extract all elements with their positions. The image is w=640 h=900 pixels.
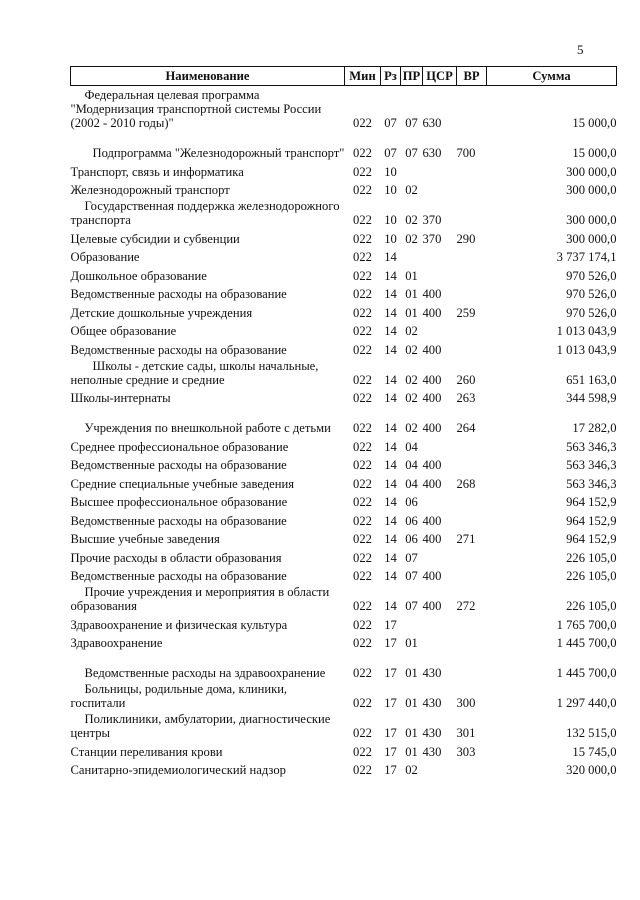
cell-name: Учреждения по внешкольной работе с детьми <box>84 421 331 435</box>
cell-name: Школы-интернаты <box>70 391 171 405</box>
cell-sum: 300 000,0 <box>566 164 617 179</box>
cell-name: Средние специальные учебные заведения <box>70 476 295 491</box>
table-row <box>71 546 617 565</box>
cell-min: 022 <box>353 342 372 357</box>
cell-name: Среднее профессиональное образование <box>70 439 289 454</box>
cell-vr: 301 <box>456 726 476 740</box>
cell-name: Государственная поддержка железнодорожного транспорта <box>70 199 340 227</box>
cell-name: Ведомственные расходы на образование <box>70 287 287 301</box>
cell-sum: 970 526,0 <box>566 268 617 283</box>
cell-name: Железнодорожный транспорт <box>70 183 230 197</box>
cell-rz: 10 <box>384 183 397 197</box>
cell-rz: 14 <box>384 513 397 528</box>
cell-min: 022 <box>353 250 372 264</box>
cell-name: Дошкольное образование <box>70 268 207 283</box>
cell-csr: 400 <box>422 476 442 491</box>
cell-pr <box>401 160 423 179</box>
header-vr: ВР <box>457 67 487 86</box>
cell-name: Ведомственные расходы на образование <box>70 458 287 472</box>
cell-rz: 17 <box>384 726 397 740</box>
cell-name: Общее образование <box>70 324 177 338</box>
cell-csr: 370 <box>422 231 442 246</box>
cell-min: 022 <box>353 287 372 301</box>
header-name: Наименование <box>71 67 345 86</box>
cell-rz: 14 <box>384 342 397 357</box>
cell-name: Здравоохранение <box>70 636 163 650</box>
cell-rz: 17 <box>384 636 397 650</box>
cell-sum: 970 526,0 <box>566 287 617 301</box>
cell-vr: 263 <box>456 391 476 405</box>
cell-min: 022 <box>353 476 372 491</box>
cell-sum: 964 152,9 <box>566 513 617 528</box>
cell-name: Прочие учреждения и мероприятия в области образования <box>70 585 330 613</box>
cell-pr: 01 <box>405 305 418 320</box>
cell-min: 022 <box>353 268 372 283</box>
cell-sum: 1 297 440,0 <box>556 696 617 710</box>
table-row <box>71 710 617 740</box>
table-row <box>71 160 617 179</box>
cell-csr <box>423 264 457 283</box>
cell-min: 022 <box>353 116 372 130</box>
cell-pr <box>401 613 423 632</box>
cell-min: 022 <box>353 726 372 740</box>
cell-sum: 226 105,0 <box>566 599 617 613</box>
cell-name: Больницы, родильные дома, клиники, госпитали <box>70 682 288 710</box>
cell-csr: 400 <box>422 287 442 301</box>
cell-name: Станции переливания крови <box>70 744 223 759</box>
cell-pr: 02 <box>405 391 418 405</box>
cell-min: 022 <box>353 458 372 472</box>
cell-sum: 226 105,0 <box>566 569 617 583</box>
cell-sum: 17 282,0 <box>572 421 617 435</box>
cell-rz: 14 <box>384 458 397 472</box>
table-row <box>71 197 617 227</box>
cell-min: 022 <box>353 495 372 509</box>
cell-rz: 14 <box>384 550 397 565</box>
cell-sum: 1 765 700,0 <box>556 617 617 632</box>
cell-name: Детские дошкольные учреждения <box>70 305 253 320</box>
cell-min: 022 <box>353 569 372 583</box>
cell-min: 022 <box>353 532 372 546</box>
cell-csr: 400 <box>422 372 442 387</box>
table-row <box>71 264 617 283</box>
cell-vr: 260 <box>456 372 476 387</box>
cell-csr: 400 <box>422 532 442 546</box>
cell-pr: 01 <box>405 636 418 650</box>
cell-name: Ведомственные расходы на образование <box>70 569 287 583</box>
cell-sum: 15 000,0 <box>572 116 617 130</box>
cell-min: 022 <box>353 696 372 710</box>
cell-sum: 970 526,0 <box>566 305 617 320</box>
cell-min: 022 <box>353 324 372 338</box>
table-row <box>71 338 617 357</box>
table-row <box>71 632 617 651</box>
cell-rz: 17 <box>384 696 397 710</box>
cell-csr <box>423 435 457 454</box>
cell-pr: 02 <box>405 324 418 338</box>
cell-vr <box>457 613 487 632</box>
cell-sum: 1 013 043,9 <box>556 324 617 338</box>
cell-name: Поликлиники, амбулатории, диагностические центры <box>70 712 331 740</box>
cell-sum: 132 515,0 <box>566 726 617 740</box>
cell-vr: 271 <box>456 532 476 546</box>
cell-sum: 15 000,0 <box>572 146 617 160</box>
cell-pr <box>401 246 423 265</box>
cell-pr: 01 <box>405 726 418 740</box>
cell-name: Ведомственные расходы на образование <box>70 513 287 528</box>
cell-csr: 400 <box>422 342 442 357</box>
table-row <box>71 583 617 613</box>
cell-pr: 07 <box>405 146 418 160</box>
cell-sum: 964 152,9 <box>566 532 617 546</box>
table-row <box>71 650 617 680</box>
cell-min: 022 <box>353 164 372 179</box>
cell-vr <box>457 338 487 357</box>
cell-pr: 01 <box>405 666 418 680</box>
cell-rz: 10 <box>384 213 397 227</box>
table-row <box>71 613 617 632</box>
cell-pr: 04 <box>405 476 418 491</box>
cell-vr <box>457 435 487 454</box>
cell-csr: 400 <box>422 305 442 320</box>
cell-pr: 02 <box>405 183 418 197</box>
table-header-row <box>71 67 617 86</box>
cell-pr: 07 <box>405 550 418 565</box>
cell-rz: 17 <box>384 763 397 777</box>
cell-csr: 400 <box>422 421 442 435</box>
cell-sum: 1 013 043,9 <box>556 342 617 357</box>
header-pr: ПР <box>401 67 423 86</box>
cell-rz: 14 <box>384 439 397 454</box>
cell-min: 022 <box>353 183 372 197</box>
cell-csr <box>423 320 457 339</box>
cell-pr: 01 <box>405 744 418 759</box>
table-row <box>71 320 617 339</box>
cell-rz: 14 <box>384 495 397 509</box>
cell-vr <box>457 565 487 584</box>
cell-sum: 563 346,3 <box>566 476 617 491</box>
cell-rz: 14 <box>384 305 397 320</box>
page-number: 5 <box>577 42 584 57</box>
cell-vr <box>457 546 487 565</box>
cell-vr <box>457 454 487 473</box>
cell-pr: 06 <box>405 513 418 528</box>
table-row <box>71 472 617 491</box>
cell-sum: 563 346,3 <box>566 458 617 472</box>
cell-rz: 17 <box>384 617 397 632</box>
cell-sum: 1 445 700,0 <box>556 636 617 650</box>
table-row <box>71 227 617 246</box>
cell-vr: 700 <box>456 146 476 160</box>
cell-min: 022 <box>353 231 372 246</box>
cell-csr <box>423 759 457 778</box>
cell-min: 022 <box>353 213 372 227</box>
table-row <box>71 565 617 584</box>
cell-sum: 3 737 174,1 <box>556 250 617 264</box>
cell-rz: 14 <box>384 268 397 283</box>
cell-min: 022 <box>353 513 372 528</box>
cell-csr: 630 <box>422 116 442 130</box>
cell-min: 022 <box>353 550 372 565</box>
cell-vr <box>457 264 487 283</box>
cell-vr <box>457 632 487 651</box>
cell-min: 022 <box>353 763 372 777</box>
cell-csr <box>423 160 457 179</box>
cell-vr: 300 <box>456 696 476 710</box>
cell-min: 022 <box>353 421 372 435</box>
cell-sum: 300 000,0 <box>566 231 617 246</box>
cell-sum: 1 445 700,0 <box>556 666 617 680</box>
cell-csr <box>423 632 457 651</box>
cell-name: Высшее профессиональное образование <box>70 495 288 509</box>
cell-csr: 430 <box>422 696 442 710</box>
cell-min: 022 <box>353 439 372 454</box>
cell-csr: 400 <box>422 458 442 472</box>
table-row <box>71 509 617 528</box>
cell-vr <box>457 283 487 302</box>
cell-min: 022 <box>353 666 372 680</box>
cell-sum: 300 000,0 <box>566 213 617 227</box>
header-rz: Рз <box>381 67 401 86</box>
cell-rz: 14 <box>384 532 397 546</box>
cell-rz: 14 <box>384 250 397 264</box>
cell-min: 022 <box>353 391 372 405</box>
cell-pr: 02 <box>405 372 418 387</box>
cell-csr: 430 <box>422 744 442 759</box>
cell-name: Школы - детские сады, школы начальные, неполные средние и средние <box>70 358 319 387</box>
cell-vr <box>457 650 487 680</box>
table-row <box>71 179 617 198</box>
cell-min: 022 <box>353 305 372 320</box>
cell-rz: 14 <box>384 324 397 338</box>
cell-min: 022 <box>353 146 372 160</box>
table-row <box>71 759 617 778</box>
cell-vr <box>457 759 487 778</box>
cell-csr: 400 <box>422 391 442 405</box>
table-row <box>71 387 617 406</box>
table-row <box>71 680 617 710</box>
table-row <box>71 130 617 160</box>
cell-csr <box>423 179 457 198</box>
cell-vr: 268 <box>456 476 476 491</box>
cell-rz: 14 <box>384 599 397 613</box>
cell-csr <box>423 246 457 265</box>
cell-rz: 14 <box>384 569 397 583</box>
cell-csr <box>423 613 457 632</box>
cell-name: Прочие расходы в области образования <box>70 550 282 565</box>
table-row <box>71 86 617 131</box>
cell-vr: 303 <box>456 744 476 759</box>
cell-pr: 01 <box>405 268 418 283</box>
cell-name: Ведомственные расходы на здравоохранение <box>84 666 326 680</box>
cell-name: Ведомственные расходы на образование <box>70 342 287 357</box>
cell-rz: 10 <box>384 164 397 179</box>
cell-rz: 14 <box>384 287 397 301</box>
table-row <box>71 454 617 473</box>
cell-csr <box>423 546 457 565</box>
cell-pr: 01 <box>405 287 418 301</box>
cell-pr: 01 <box>405 696 418 710</box>
cell-csr: 400 <box>422 513 442 528</box>
cell-pr: 02 <box>405 421 418 435</box>
cell-pr: 02 <box>405 231 418 246</box>
cell-rz: 14 <box>384 372 397 387</box>
cell-name: Здравоохранение и физическая культура <box>70 617 288 632</box>
cell-sum: 964 152,9 <box>566 495 617 509</box>
cell-min: 022 <box>353 599 372 613</box>
cell-vr: 264 <box>456 421 476 435</box>
cell-pr: 06 <box>405 495 418 509</box>
cell-name: Образование <box>70 250 140 264</box>
cell-pr: 04 <box>405 458 418 472</box>
cell-rz: 10 <box>384 231 397 246</box>
cell-min: 022 <box>353 372 372 387</box>
cell-sum: 563 346,3 <box>566 439 617 454</box>
table-row <box>71 283 617 302</box>
cell-pr: 02 <box>405 763 418 777</box>
table-row <box>71 405 617 435</box>
cell-sum: 344 598,9 <box>566 391 617 405</box>
cell-vr <box>457 160 487 179</box>
cell-rz: 17 <box>384 666 397 680</box>
cell-csr <box>423 491 457 510</box>
cell-pr: 06 <box>405 532 418 546</box>
cell-pr: 02 <box>405 213 418 227</box>
cell-rz: 14 <box>384 476 397 491</box>
cell-name: Высшие учебные заведения <box>70 532 220 546</box>
header-csr: ЦСР <box>423 67 457 86</box>
cell-sum: 226 105,0 <box>566 550 617 565</box>
cell-vr <box>457 197 487 227</box>
cell-csr: 430 <box>422 666 442 680</box>
cell-vr <box>457 86 487 131</box>
cell-rz: 07 <box>384 146 397 160</box>
cell-min: 022 <box>353 617 372 632</box>
cell-rz: 14 <box>384 391 397 405</box>
table-row <box>71 740 617 759</box>
cell-vr: 259 <box>456 305 476 320</box>
cell-rz: 14 <box>384 421 397 435</box>
cell-vr: 272 <box>456 599 476 613</box>
cell-rz: 17 <box>384 744 397 759</box>
cell-vr <box>457 509 487 528</box>
cell-min: 022 <box>353 744 372 759</box>
cell-csr: 630 <box>422 146 442 160</box>
cell-sum: 300 000,0 <box>566 183 617 197</box>
table-row <box>71 528 617 547</box>
cell-pr: 07 <box>405 569 418 583</box>
cell-name: Подпрограмма "Железнодорожный транспорт" <box>92 146 345 160</box>
cell-csr: 370 <box>422 213 442 227</box>
cell-rz: 07 <box>384 116 397 130</box>
cell-sum: 651 163,0 <box>566 372 617 387</box>
cell-vr <box>457 179 487 198</box>
cell-pr: 07 <box>405 116 418 130</box>
cell-pr: 04 <box>405 439 418 454</box>
budget-table <box>70 66 617 777</box>
cell-csr: 400 <box>422 569 442 583</box>
header-sum: Сумма <box>487 67 617 86</box>
cell-vr <box>457 320 487 339</box>
table-row <box>71 301 617 320</box>
header-min: Мин <box>345 67 381 86</box>
table-row <box>71 246 617 265</box>
cell-pr: 02 <box>405 342 418 357</box>
cell-pr: 07 <box>405 599 418 613</box>
table-row <box>71 357 617 387</box>
cell-name: Санитарно-эпидемиологический надзор <box>70 763 286 777</box>
cell-name: Транспорт, связь и информатика <box>70 164 244 179</box>
cell-csr: 430 <box>422 726 442 740</box>
cell-vr <box>457 246 487 265</box>
table-row <box>71 435 617 454</box>
cell-sum: 320 000,0 <box>566 763 617 777</box>
cell-vr: 290 <box>456 231 476 246</box>
table-row <box>71 491 617 510</box>
cell-min: 022 <box>353 636 372 650</box>
cell-vr <box>457 491 487 510</box>
cell-name: Федеральная целевая программа "Модернизация транспортной системы России (2002 - 2010 годы)" <box>70 88 322 130</box>
cell-csr: 400 <box>422 599 442 613</box>
cell-sum: 15 745,0 <box>572 744 617 759</box>
cell-name: Целевые субсидии и субвенции <box>70 231 240 246</box>
